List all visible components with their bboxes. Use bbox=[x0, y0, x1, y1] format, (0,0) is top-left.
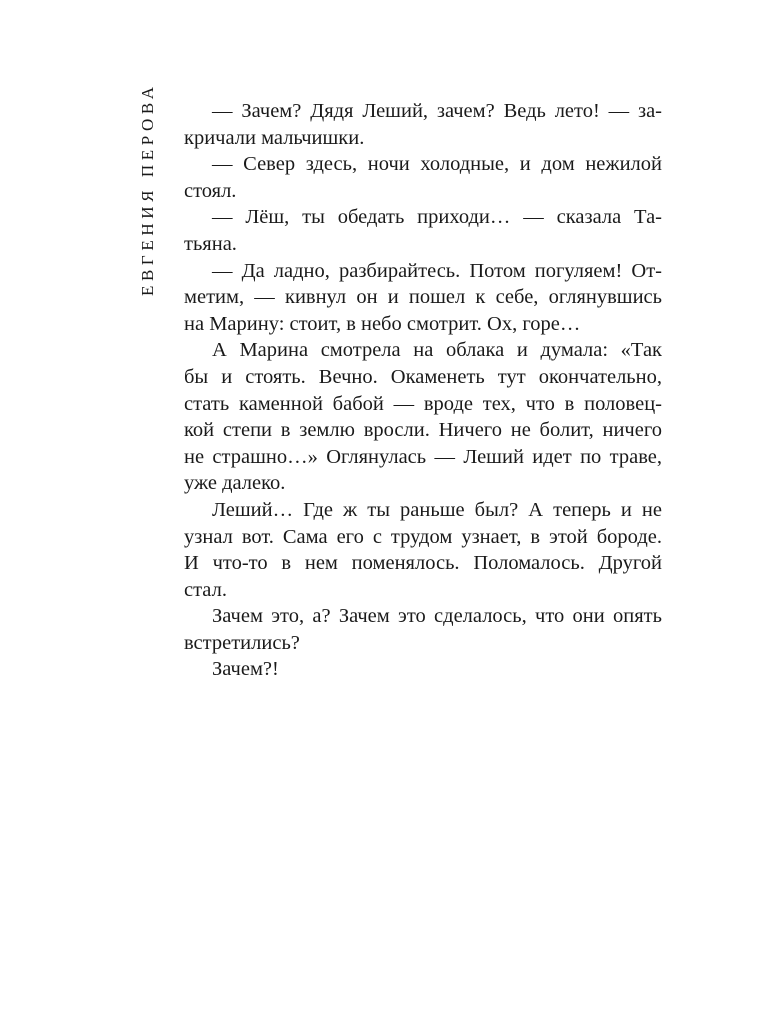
text-line: на Марину: стоит, в небо смотрит. Ох, горе… bbox=[184, 312, 581, 335]
text-line: стал. bbox=[184, 578, 227, 601]
text-line: Зачем это, а? Зачем это сделалось, что они опять bbox=[212, 605, 662, 628]
text-line: метим, — кивнул он и пошел к себе, оглянувшись bbox=[184, 286, 662, 309]
text-line: — Да ладно, разбирайтесь. Потом погуляем! От- bbox=[212, 259, 662, 282]
text-line: — Лёш, ты обедать приходи… — сказала Та- bbox=[212, 206, 662, 229]
text-line: кричали мальчишки. bbox=[184, 126, 365, 149]
text-line: Леший… Где ж ты раньше был? А теперь и не bbox=[212, 498, 662, 521]
text-line: встретились? bbox=[184, 631, 300, 654]
body-text bbox=[184, 98, 662, 683]
running-head-author: ЕВГЕНИЯ ПЕРОВА bbox=[138, 82, 157, 296]
text-line: уже далеко. bbox=[184, 472, 286, 495]
text-line: не страшно…» Оглянулась — Леший идет по траве, bbox=[184, 445, 662, 468]
text-line: тьяна. bbox=[184, 232, 237, 255]
text-line: — Зачем? Дядя Леший, зачем? Ведь лето! — за- bbox=[212, 100, 662, 122]
text-line: стать каменной бабой — вроде тех, что в половец- bbox=[184, 392, 662, 415]
text-line: И что-то в нем поменялось. Поломалось. Другой bbox=[184, 552, 662, 575]
text-line: А Марина смотрела на облака и думала: «Так bbox=[212, 339, 662, 362]
text-line: — Север здесь, ночи холодные, и дом нежилой bbox=[212, 153, 662, 176]
text-line: узнал вот. Сама его с трудом узнает, в этой бороде. bbox=[184, 525, 662, 548]
text-line: кой степи в землю вросли. Ничего не болит, ничего bbox=[184, 419, 662, 442]
text-line: стоял. bbox=[184, 179, 237, 202]
text-line: Зачем?! bbox=[212, 658, 279, 681]
text-line: бы и стоять. Вечно. Окаменеть тут окончательно, bbox=[184, 365, 662, 388]
